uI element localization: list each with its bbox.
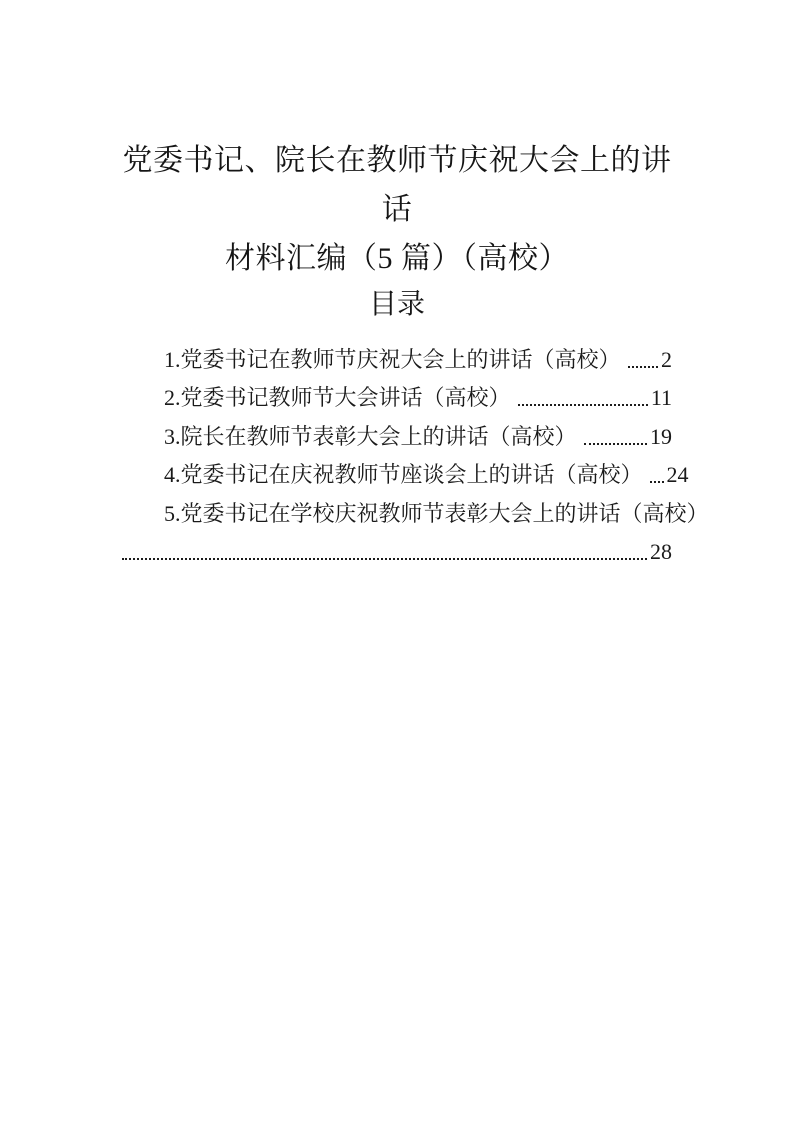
document-title [122,136,672,283]
toc-leader-dots [122,558,647,560]
toc-entry-4[interactable] [122,452,689,491]
toc-entry-5[interactable] [122,490,709,529]
toc-page-number: 2 [661,346,672,372]
document-title-line-2: 材料汇编（5 篇）（高校） [225,242,569,275]
toc-entry-2[interactable] [122,375,672,414]
toc-page-number: 19 [650,423,672,449]
toc-entry-5-continuation[interactable] [122,529,672,568]
toc-leader-dots [628,366,658,368]
toc-entry-1[interactable] [122,336,672,375]
toc-entry-label: 4.党委书记在庆祝教师节座谈会上的讲话（高校） [164,462,643,487]
toc-page-number: 28 [650,539,672,564]
toc-leader-dots [518,404,648,406]
toc-entry-label: 3.院长在教师节表彰大会上的讲话（高校） [164,423,577,449]
toc-leader-dots [584,443,647,445]
toc-page-number: 11 [650,385,672,410]
toc-entry-label: 5.党委书记在学校庆祝教师节表彰大会上的讲话（高校） [164,500,709,526]
toc-entry-label: 2.党委书记教师节大会讲话（高校） [164,385,511,410]
toc-entry-label: 1.党委书记在教师节庆祝大会上的讲话（高校） [164,346,621,372]
toc-page-number: 24 [666,462,689,487]
toc-heading: 目录 [368,289,425,320]
toc-list [122,336,709,567]
toc-leader-dots [650,481,664,483]
toc-entry-3[interactable] [122,413,672,452]
document-title-line-1: 党委书记、院长在教师节庆祝大会上的讲话 [122,144,672,226]
